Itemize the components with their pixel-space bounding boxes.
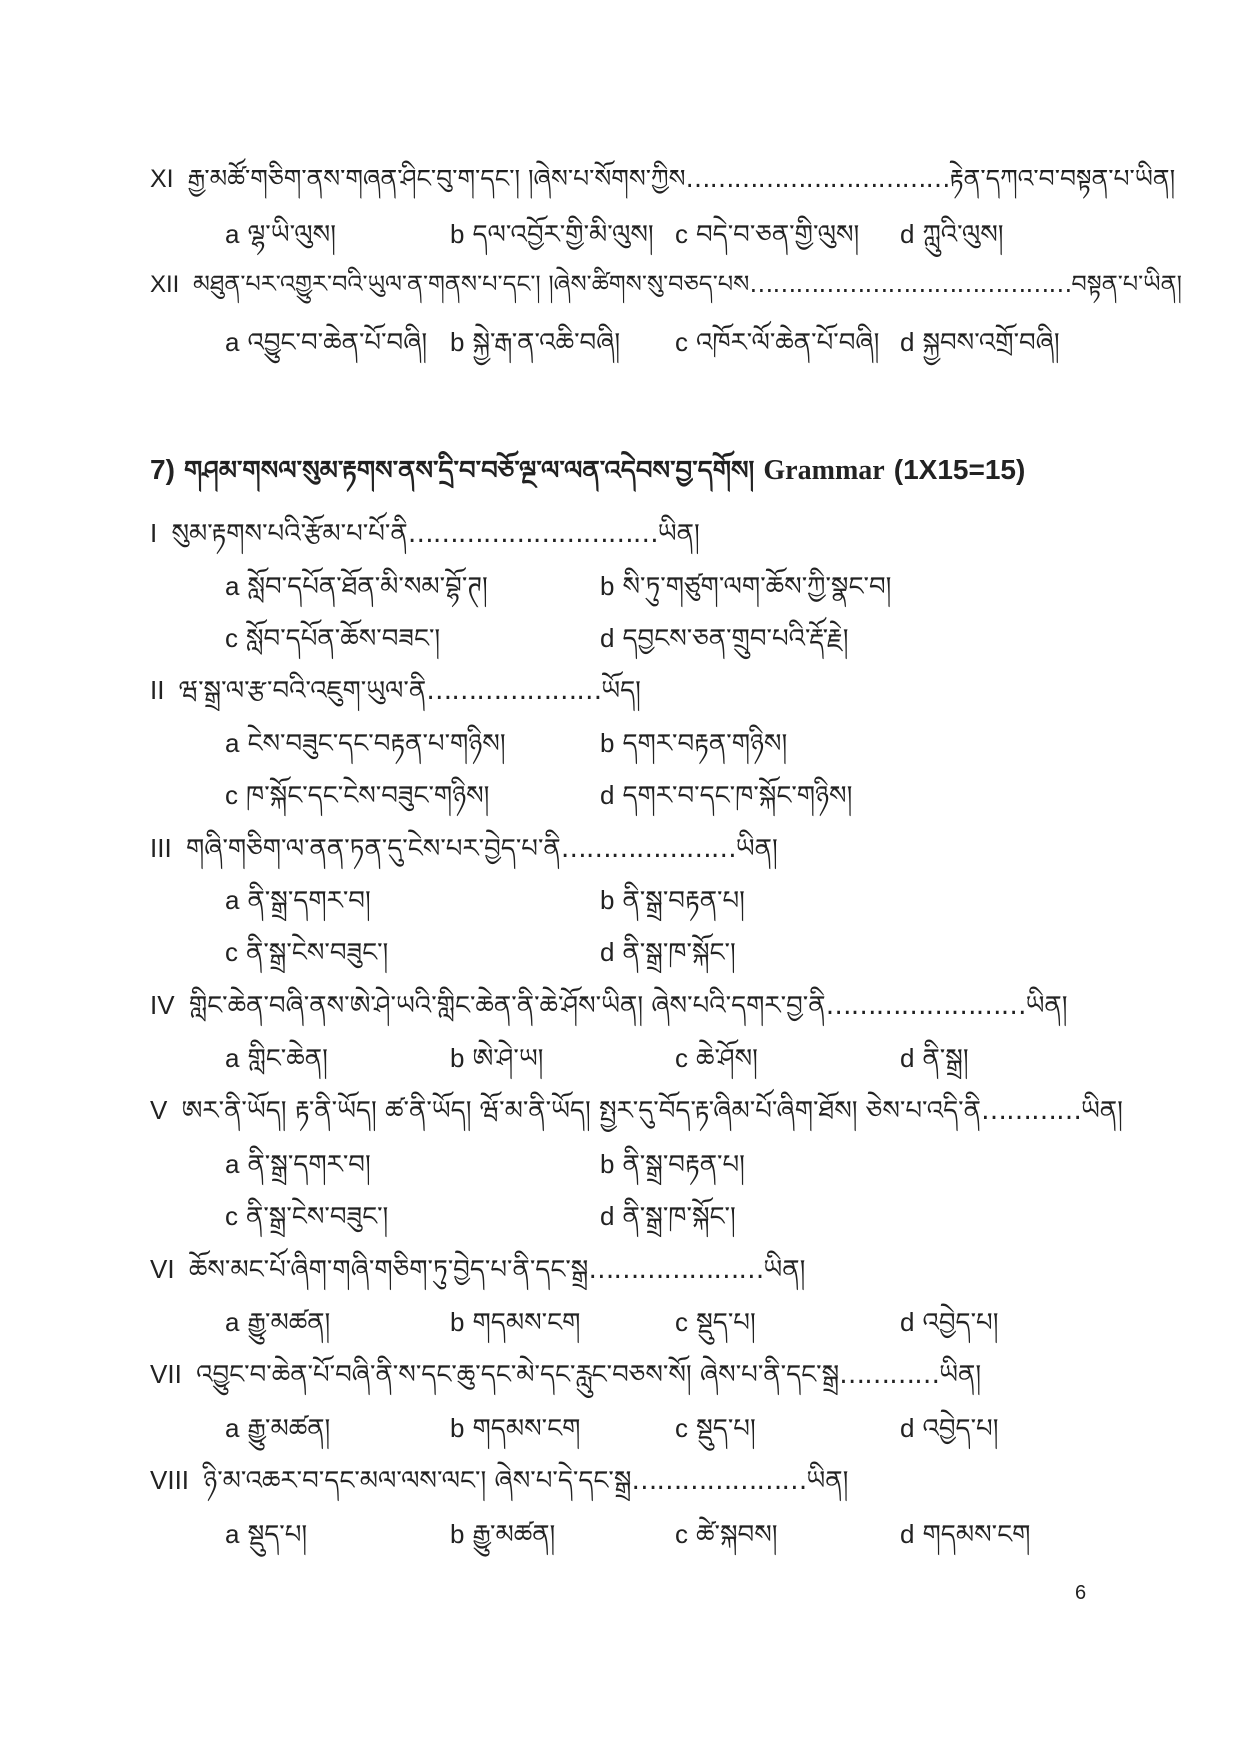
question-text: མཐུན་པར་འགྱུར་བའི་ཡུལ་ན་གནས་པ་དང་། །ཞེས་ཚིགས་སུ་བཅད་པས [192,270,750,298]
option-a[interactable]: a སློབ་དཔོན་ཐོན་མི་སམ་བྷོ་ཊ། [225,571,488,602]
option-d[interactable]: d འབྱེད་པ། [900,1413,999,1444]
question-tail: བསྟན་པ་ཡིན། [1071,270,1182,298]
question-tail: ཡིན། [1080,1096,1123,1126]
option-d[interactable]: d དགར་བ་དང་ཁ་སྐོང་གཉིས། [600,780,853,811]
answer-blank: …………………………… [685,164,950,193]
question-tail: ཡིན། [763,1255,806,1285]
option-a[interactable]: a གླིང་ཆེན། [225,1043,328,1074]
option-a[interactable]: a རྒྱུ་མཚན། [225,1413,331,1444]
question-tail: རྟེན་དཀའ་བ་བསྟན་པ་ཡིན། [949,164,1176,193]
option-b[interactable]: b སྐྱེ་རྒ་ན་འཆི་བཞི། [450,327,621,358]
answer-blank: ………………… [631,1466,807,1496]
option-c[interactable]: c ཆེ་ཤོས། [675,1043,758,1074]
question-text: ཨར་ནི་ཡོད། རྟ་ནི་ཡོད། ཚ་ནི་ཡོད། ཝོ་མ་ནི་ཡོད། སྤྱར་དུ་བོད་རྟ་ཞིམ་པོ་ཞིག་ཐོས། ཅེས་པ་འདི་ནི [181,1096,981,1126]
section-title: གཤམ་གསལ་སུམ་རྟགས་ནས་དྲི་བ་བཅོ་ལྔ་ལ་ལན་འདེབས་བྱ་དགོས། [183,456,755,486]
option-a[interactable]: a ལྷ་ཡི་ལུས། [225,219,336,250]
question-number: XI [150,165,174,193]
option-b[interactable]: b རྒྱུ་མཚན། [450,1519,556,1550]
answer-blank: ………………… [588,1255,764,1285]
answer-blank: ………………… [560,834,736,864]
option-c[interactable]: c སྡུད་པ། [675,1307,756,1338]
question-number: I [150,518,158,548]
question-number: VII [150,1359,182,1389]
answer-blank: ………… [839,1360,940,1390]
question-number: VI [150,1254,175,1284]
option-a[interactable]: a ནི་སྒྲ་དགར་བ། [225,1149,371,1180]
option-d[interactable]: d སྐྱབས་འགྲོ་བཞི། [900,327,1060,358]
option-a[interactable]: a འབྱུང་བ་ཆེན་པོ་བཞི། [225,327,428,358]
section-number: 7) [150,454,175,485]
option-d[interactable]: d དབྱངས་ཅན་གྲུབ་པའི་རྡོ་རྗེ། [600,623,849,654]
answer-blank: ………………… [426,676,602,706]
question-text: ཉི་མ་འཆར་བ་དང་མལ་ལས་ལང་། ཞེས་པ་དེ་དང་སྒྲ [203,1466,632,1496]
option-c[interactable]: c ཚེ་སྐབས། [675,1519,778,1550]
option-d[interactable]: d ནི་སྒྲ་ཁ་སྐོང་། [600,1201,736,1232]
option-a[interactable]: a རྒྱུ་མཚན། [225,1307,331,1338]
option-b[interactable]: b སི་ཏུ་གཙུག་ལག་ཆོས་ཀྱི་སྣང་བ། [600,571,892,602]
question-text: འབྱུང་བ་ཆེན་པོ་བཞི་ནི་ས་དང་ཆུ་དང་མེ་དང་རླུང་བཅས་སོ། ཞེས་པ་ནི་དང་སྒྲ [196,1360,840,1390]
question-tail: ཡིན། [806,1466,849,1496]
section-label: Grammar [763,455,885,486]
option-a[interactable]: a སྡུད་པ། [225,1519,308,1550]
question-number: V [150,1095,168,1125]
option-b[interactable]: b དལ་འབྱོར་གྱི་མི་ལུས། [450,219,654,250]
option-d[interactable]: d འབྱེད་པ། [900,1307,999,1338]
option-c[interactable]: c སྡུད་པ། [675,1413,756,1444]
question-tail: ཡིན། [1025,991,1068,1021]
option-b[interactable]: b དགར་བརྟན་གཉིས། [600,728,788,759]
answer-blank: …………………… [825,991,1026,1021]
option-d[interactable]: d ནི་སྒྲ། [900,1043,969,1074]
page-number: 6 [1075,1582,1087,1604]
question-text: གླིང་ཆེན་བཞི་ནས་ཨེ་ཤེ་ཡའི་གླིང་ཆེན་ནི་ཆེ་ཤོས་ཡིན། ཞེས་པའི་དགར་བྱ་ནི [188,991,826,1021]
option-b[interactable]: b ནི་སྒྲ་བརྟན་པ། [600,1149,745,1180]
question-text: གཞི་གཅིག་ལ་ནན་ཏན་དུ་ངེས་པར་བྱེད་པ་ནི [185,834,561,864]
section-marks: (1X15=15) [893,454,1026,485]
question-tail: ཡིན། [657,519,700,549]
option-c[interactable]: c སློབ་དཔོན་ཆོས་བཟང་། [225,623,441,654]
option-b[interactable]: b གདམས་ངག [450,1307,581,1338]
option-d[interactable]: d ནི་སྒྲ་ཁ་སྐོང་། [600,937,736,968]
option-d[interactable]: d ཀླུའི་ལུས། [900,219,1004,250]
option-c[interactable]: c ནི་སྒྲ་ངེས་བཟུང་། [225,937,389,968]
option-c[interactable]: c བདེ་བ་ཅན་གྱི་ལུས། [675,219,860,250]
answer-blank: ………… [980,1096,1081,1126]
question-text: སུམ་རྟགས་པའི་རྩོམ་པ་པོ་ནི [171,519,408,549]
option-a[interactable]: a ངེས་བཟུང་དང་བརྟན་པ་གཉིས། [225,728,506,759]
question-text: ཝ་སྒྲ་ལ་རྩ་བའི་འཇུག་ཡུལ་ནི [178,676,427,706]
option-b[interactable]: b གདམས་ངག [450,1413,581,1444]
option-c[interactable]: c ནི་སྒྲ་ངེས་བཟུང་། [225,1201,389,1232]
question-tail: ཡོད། [601,676,641,706]
question-number: XII [150,271,180,298]
question-text: ཆོས་མང་པོ་ཞིག་གཞི་གཅིག་ཏུ་བྱེད་པ་ནི་དང་སྒྲ [188,1255,589,1285]
question-tail: ཡིན། [939,1360,982,1390]
option-c[interactable]: c ཁ་སྐོང་དང་ངེས་བཟུང་གཉིས། [225,780,490,811]
option-b[interactable]: b ཨེ་ཤེ་ཡ། [450,1043,544,1074]
question-tail: ཡིན། [735,834,778,864]
option-b[interactable]: b ནི་སྒྲ་བརྟན་པ། [600,885,745,916]
option-c[interactable]: c འཁོར་ལོ་ཆེན་པོ་བཞི། [675,327,880,358]
answer-blank: ………………………… [407,519,658,549]
question-number: III [150,833,172,863]
option-d[interactable]: d གདམས་ངག [900,1519,1031,1550]
question-number: VIII [150,1465,190,1495]
answer-blank: …………………………………… [749,270,1072,298]
question-number: II [150,675,165,705]
option-a[interactable]: a ནི་སྒྲ་དགར་བ། [225,885,371,916]
question-number: IV [150,990,175,1020]
question-text: རྒྱ་མཚོ་གཅིག་ནས་གཞན་ཤིང་བུ་ག་དང་། །ཞེས་པ་སོགས་ཀྱིས [187,164,686,193]
